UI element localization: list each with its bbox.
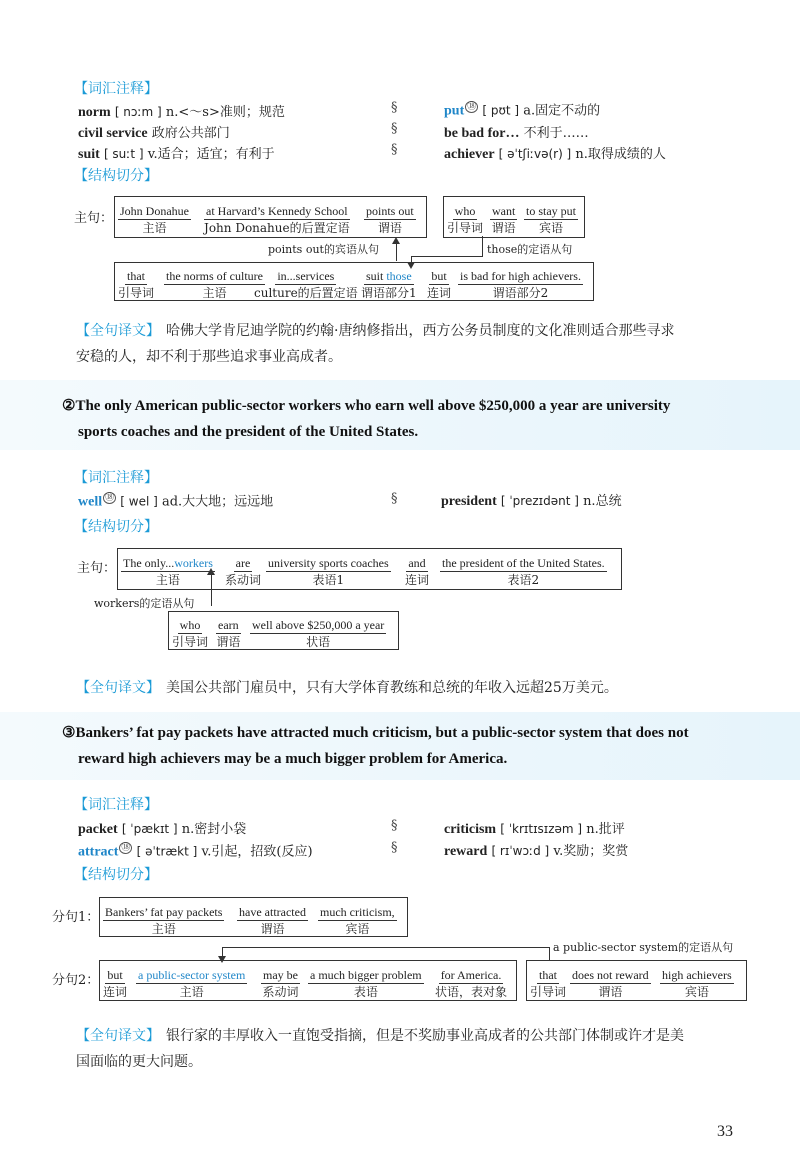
clause-part: university sports coaches 表语1	[268, 556, 389, 587]
vocab-item-civil-service: civil service 政府公共部门	[78, 126, 230, 141]
vocab-item-reward: reward [ rɪˈwɔːd ] v.奖励；奖赏	[444, 844, 629, 859]
clause-part: at Harvard’s Kennedy School John Donahue的后置定语	[204, 204, 350, 235]
vocab-item-achiever: achiever [ əˈtʃiːvə(r) ] n.取得成绩的人	[444, 147, 666, 162]
sentence-2: ②The only American public-sector workers who earn well above $250,000 a year are university sports coaches and the president of the United States.	[62, 398, 671, 440]
sentence-3: ③Bankers’ fat pay packets have attracted much criticism, but a public-sector system that does not reward high achievers may be a much bigger problem for America.	[62, 725, 689, 767]
page-number: 33	[717, 1123, 733, 1140]
clause-part: that 引导词	[530, 968, 567, 999]
column-separator: §	[391, 491, 398, 506]
main-clause-label: 主句：	[74, 211, 114, 226]
clause-part: but 连词	[427, 269, 452, 300]
clause-part: have attracted 谓语	[239, 905, 306, 936]
clause-part: are 系动词	[225, 556, 262, 587]
vocab-item-criticism: criticism [ ˈkrɪtɪsɪzəm ] n.批评	[444, 822, 625, 837]
clause-part: that 引导词	[118, 269, 155, 300]
frequency-mark-icon: ⑱	[105, 493, 115, 503]
vocab-item-attract: attract ⑱ [ əˈtrækt ] v.引起，招致(反应)	[78, 843, 313, 860]
clause-part: may be 系动词	[262, 968, 299, 999]
clause-part: John Donahue 主语	[120, 204, 189, 235]
clause-part: is bad for high achievers. 谓语部分2	[460, 269, 581, 300]
vocab-item-be-bad-for: be bad for… 不利于……	[444, 126, 589, 141]
clause-part: The only...workers 主语	[123, 556, 213, 587]
vocab-item-norm: norm [ nɔːm ] n.<～s>准则；规范	[78, 105, 285, 120]
attr-clause-note: workers的定语从句	[94, 597, 195, 610]
clause-part: in...services culture的后置定语	[254, 269, 358, 300]
clause-1-label: 分句1：	[52, 910, 100, 925]
clause-part: the norms of culture 主语	[166, 269, 263, 300]
main-clause-label: 主句：	[77, 561, 117, 576]
clause-part: much criticism, 宾语	[320, 905, 395, 936]
clause-part: want 谓语	[491, 204, 516, 235]
clause-part: but 连词	[103, 968, 128, 999]
object-clause-note: points out的宾语从句	[268, 243, 379, 256]
column-separator: §	[391, 142, 398, 157]
clause-part: points out 谓语	[366, 204, 414, 235]
vocab-item-suit: suit [ suːt ] v.适合；适宜；有利于	[78, 147, 275, 162]
column-separator: §	[391, 121, 398, 136]
vocab-heading-3: 【词汇注释】	[74, 797, 158, 813]
clause-part: does not reward 谓语	[572, 968, 649, 999]
clause-part: a public-sector system 主语	[138, 968, 246, 999]
vocab-heading-2: 【词汇注释】	[74, 470, 158, 486]
frequency-mark-icon: ⑱	[121, 843, 131, 853]
clause-part: high achievers 宾语	[662, 968, 732, 999]
column-separator: §	[391, 840, 398, 855]
struct-heading-2: 【结构切分】	[74, 519, 158, 535]
vocab-item-well: well ⑱ [ wel ] ad.大大地；远远地	[78, 493, 274, 510]
clause-part: who 引导词	[447, 204, 484, 235]
translation-3: 【全句译文】 银行家的丰厚收入一直饱受指摘，但是不奖励事业高成者的公共部门体制或许才是美 国面临的更大问题。	[76, 1028, 684, 1070]
clause-part: for America. 状语，表对象	[435, 968, 508, 999]
clause-part: Bankers’ fat pay packets 主语	[105, 905, 223, 936]
clause-part: a much bigger problem 表语	[310, 968, 422, 999]
clause-part: who 引导词	[172, 618, 209, 649]
clause-part: well above $250,000 a year 状语	[252, 618, 385, 649]
vocab-heading-1: 【词汇注释】	[74, 81, 158, 97]
column-separator: §	[391, 100, 398, 115]
attr-clause-note: a public-sector system的定语从句	[553, 941, 734, 954]
clause-part: to stay put 宾语	[526, 204, 576, 235]
attr-clause-note: those的定语从句	[487, 243, 573, 256]
struct-heading-1: 【结构切分】	[74, 168, 158, 184]
struct-heading-3: 【结构切分】	[74, 867, 158, 883]
column-separator: §	[391, 818, 398, 833]
vocab-item-packet: packet [ ˈpækɪt ] n.密封小袋	[78, 822, 247, 837]
clause-part: suit those 谓语部分1	[361, 269, 417, 300]
clause-part: and 连词	[405, 556, 430, 587]
clause-2-label: 分句2：	[52, 973, 100, 988]
clause-part: the president of the United States. 表语2	[442, 556, 605, 587]
vocab-item-put: put ⑱ [ pʊt ] a.固定不动的	[444, 102, 601, 119]
translation-1: 【全句译文】 哈佛大学肯尼迪学院的约翰·唐纳修指出，西方公务员制度的文化准则适合那些寻求 安稳的人，却不利于那些追求事业高成者。	[76, 323, 675, 365]
translation-2: 【全句译文】 美国公共部门雇员中，只有大学体育教练和总统的年收入远超25万美元。	[76, 680, 618, 696]
clause-part: earn 谓语	[216, 618, 241, 649]
frequency-mark-icon: ⑱	[467, 102, 477, 112]
vocab-item-president: president [ ˈprezɪdənt ] n.总统	[441, 494, 622, 509]
